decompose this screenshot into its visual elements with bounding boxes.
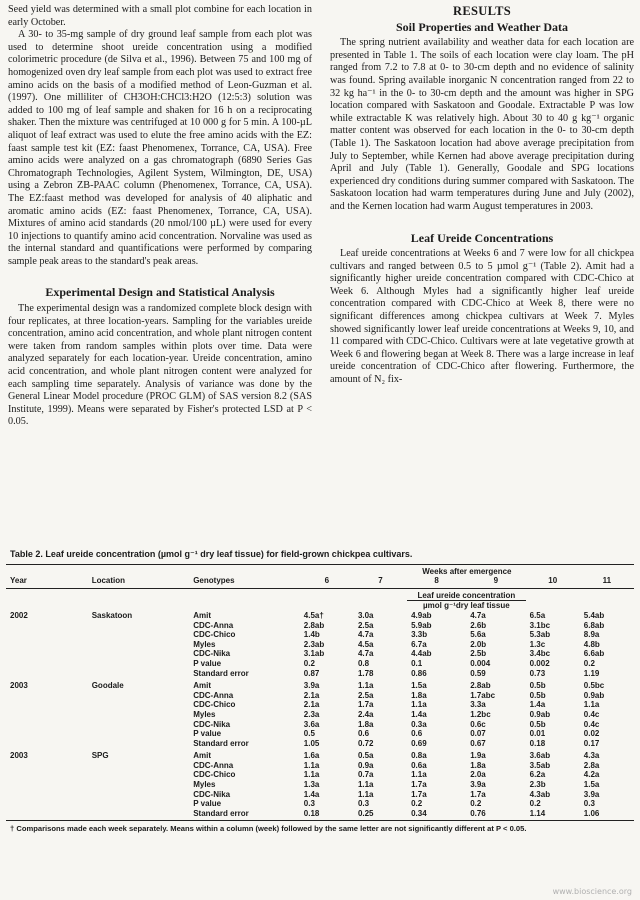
value-cell: 0.34 xyxy=(411,808,427,818)
left-column xyxy=(8,4,312,429)
year-cell xyxy=(6,700,52,710)
genotype-cell: Standard error xyxy=(193,738,249,748)
location-cell xyxy=(52,729,188,739)
table-row xyxy=(6,770,634,780)
value-cell: 1.1a xyxy=(303,760,320,770)
table-row xyxy=(6,780,634,790)
location-header: Location xyxy=(91,576,126,586)
value-cell: 1.8a xyxy=(470,760,486,770)
value-cell: 0.5b xyxy=(529,690,546,700)
location-cell xyxy=(52,621,188,631)
week-header: 6 xyxy=(324,576,330,586)
value-cell: 3.9a xyxy=(470,780,486,790)
value-cell: 0.2 xyxy=(411,799,423,809)
genotype-cell: CDC-Anna xyxy=(193,690,234,700)
value-cell: 3.4bc xyxy=(529,649,551,659)
table-row xyxy=(6,751,634,761)
table-row xyxy=(6,630,634,640)
value-cell: 0.9ab xyxy=(583,690,605,700)
value-cell: 4.7a xyxy=(470,610,486,620)
value-cell: 3.3b xyxy=(411,630,428,640)
week-header: 11 xyxy=(602,576,612,586)
value-cell: 1.1a xyxy=(583,700,600,710)
location-cell xyxy=(52,780,188,790)
value-cell: 0.3a xyxy=(411,719,427,729)
value-cell: 1.7abc xyxy=(470,690,496,700)
year-cell xyxy=(6,739,52,749)
value-cell: 0.6a xyxy=(411,760,427,770)
value-cell: 2.5b xyxy=(470,649,487,659)
year-cell xyxy=(6,710,52,720)
value-cell: 0.25 xyxy=(357,808,374,818)
genotype-cell: Amit xyxy=(193,681,211,691)
value-cell: 0.5b xyxy=(529,681,546,691)
year-cell xyxy=(6,799,52,809)
value-cell: 0.1 xyxy=(411,658,423,668)
value-cell: 0.3 xyxy=(583,799,595,809)
value-cell: 0.9ab xyxy=(529,709,551,719)
section-heading: Soil Properties and Weather Data xyxy=(396,19,568,34)
value-cell: 0.2 xyxy=(303,658,315,668)
year-cell xyxy=(6,809,52,819)
genotype-cell: CDC-Chico xyxy=(193,630,236,640)
value-cell: 6.8ab xyxy=(583,620,605,630)
genotype-cell: CDC-Nika xyxy=(193,719,231,729)
value-cell: 8.9a xyxy=(583,630,600,640)
value-cell: 2.3ab xyxy=(303,639,325,649)
value-cell: 2.3b xyxy=(529,780,546,790)
genotype-cell: Standard error xyxy=(193,808,249,818)
value-cell: 2.5a xyxy=(357,690,374,700)
paragraph: The experimental design was a randomized complete block design with four replicates, at three location-years. Sampling for the variables ureide concentration, amino acid concentration, and whole plant nitrogen content were taken from random samples within plots over time. Data were analyzed separately for each location-year. Ureide concentration, amino acid concentration, and whole plant nitrogen content were analyzed for each sampling time separately. Analysis of variance was done by the General Linear Model procedure (PROC GLM) of SAS version 8.2 (SAS Institute, 1999). Means were separated by Fisher's protected LSD at P < 0.05. xyxy=(8,303,312,428)
location-cell xyxy=(52,710,188,720)
value-cell: 0.18 xyxy=(529,738,546,748)
value-cell: 1.9a xyxy=(470,751,486,761)
value-cell: 0.8a xyxy=(411,751,427,761)
value-cell: 3.6a xyxy=(303,719,320,729)
value-cell: 0.17 xyxy=(583,738,600,748)
genotype-cell: P value xyxy=(193,729,222,739)
value-cell: 2.8a xyxy=(583,760,600,770)
table-row xyxy=(6,710,634,720)
genotype-cell: P value xyxy=(193,799,222,809)
table-footnote: † Comparisons made each week separately. Means within a column (week) followed by the same letter are not significantly different at P < 0.05. xyxy=(10,824,527,834)
year-cell xyxy=(6,621,52,631)
value-cell: 0.8 xyxy=(357,658,370,668)
value-cell: 2.1a xyxy=(303,700,320,710)
value-cell: 5.9ab xyxy=(411,620,432,630)
value-cell: 0.76 xyxy=(470,808,486,818)
value-cell: 2.6b xyxy=(470,620,487,630)
location-cell xyxy=(52,720,188,730)
value-cell: 0.18 xyxy=(303,808,320,818)
value-cell: 0.87 xyxy=(303,668,320,678)
table-row xyxy=(6,669,634,679)
value-cell: 3.5ab xyxy=(529,760,551,770)
year-cell: 2003 xyxy=(10,681,28,691)
week-header: 10 xyxy=(548,576,558,586)
location-cell xyxy=(52,691,188,701)
table-row xyxy=(6,691,634,701)
genotype-cell: CDC-Chico xyxy=(193,700,236,710)
year-cell: 2003 xyxy=(10,751,28,761)
table-row xyxy=(6,799,634,809)
genotype-cell: Myles xyxy=(193,780,216,790)
value-cell: 1.4a xyxy=(529,700,546,710)
value-cell: 0.01 xyxy=(529,729,546,739)
right-column xyxy=(330,4,634,387)
paragraph: Leaf ureide concentrations at Weeks 6 and 7 were low for all chickpea cultivars and ranged between 0.5 to 5 µmol g⁻¹ (Table 2). Amit had a significantly higher ureide concentration compared with CDC-Chico at Week 6. Although Myles had a significantly higher leaf ureide concentration compared with CDC-Chico at Week 8, there were no significant differences among chickpea cultivars at Week 7. Myles showed significantly lower leaf ureide concentrations at Weeks 9, 10, and 11 compared with CDC-Chico. Cultivars were at late vegetative growth at Week 6 and flowering began at Week 8. There was a large increase in leaf ureide concentration of CDC-Chico after flowering. Furthermore, the amount of N₂ fix- xyxy=(330,248,634,386)
value-cell: 1.3c xyxy=(529,639,546,649)
value-cell: 1.7a xyxy=(357,700,374,710)
location-cell: Goodale xyxy=(91,681,124,691)
value-cell: 1.2bc xyxy=(470,709,491,719)
value-cell: 2.0a xyxy=(470,770,486,780)
value-cell: 0.4c xyxy=(583,709,600,719)
value-cell: 0.5a xyxy=(357,751,374,761)
value-cell: 5.4ab xyxy=(583,610,605,620)
value-cell: 3.0a xyxy=(357,610,374,620)
value-cell: 1.5a xyxy=(583,780,600,790)
value-cell: 0.2 xyxy=(529,799,541,809)
value-cell: 0.5 xyxy=(303,729,315,739)
value-cell: 4.3a xyxy=(583,751,600,761)
year-cell xyxy=(6,659,52,669)
year-cell xyxy=(6,761,52,771)
value-cell: 0.73 xyxy=(529,668,546,678)
value-cell: 4.4ab xyxy=(411,649,432,659)
location-cell xyxy=(52,630,188,640)
location-cell xyxy=(52,659,188,669)
year-cell xyxy=(6,770,52,780)
value-cell: 1.4b xyxy=(303,630,320,640)
value-cell: 1.5a xyxy=(411,681,427,691)
value-cell: 1.4a xyxy=(303,789,320,799)
genotype-cell: Amit xyxy=(193,751,211,761)
value-cell: 1.7a xyxy=(411,789,427,799)
location-cell xyxy=(52,770,188,780)
value-cell: 1.19 xyxy=(583,668,600,678)
value-cell: 1.1a xyxy=(357,789,374,799)
value-cell: 6.7a xyxy=(411,639,427,649)
value-cell: 0.6 xyxy=(357,729,370,739)
year-cell xyxy=(6,630,52,640)
value-cell: 1.14 xyxy=(529,808,546,818)
value-cell: 0.6c xyxy=(470,719,486,729)
table-row xyxy=(6,739,634,749)
genotype-cell: CDC-Chico xyxy=(193,770,236,780)
value-cell: 1.1a xyxy=(411,770,427,780)
table-row xyxy=(6,720,634,730)
genotype-cell: Amit xyxy=(193,610,211,620)
genotype-cell: P value xyxy=(193,658,222,668)
value-cell: 4.2a xyxy=(583,770,600,780)
value-cell: 3.1bc xyxy=(529,620,551,630)
genotype-cell: Standard error xyxy=(193,668,249,678)
year-header: Year xyxy=(10,576,27,586)
value-cell: 0.86 xyxy=(411,668,427,678)
year-cell xyxy=(6,780,52,790)
genotype-cell: CDC-Nika xyxy=(193,649,231,659)
value-cell: 0.5b xyxy=(529,719,546,729)
value-cell: 1.7a xyxy=(411,780,427,790)
paragraph: Seed yield was determined with a small plot combine for each location in early October. xyxy=(8,4,312,28)
table-row xyxy=(6,809,634,819)
value-cell: 3.9a xyxy=(583,789,600,799)
value-cell: 4.9ab xyxy=(411,610,432,620)
value-cell: 1.06 xyxy=(583,808,600,818)
value-cell: 1.6a xyxy=(303,751,320,761)
table-caption: Table 2. Leaf ureide concentration (µmol g⁻¹ dry leaf tissue) for field-grown chickpea cultivars. xyxy=(10,549,413,559)
year-cell xyxy=(6,649,52,659)
value-cell: 0.2 xyxy=(470,799,482,809)
value-cell: 0.67 xyxy=(470,738,486,748)
value-cell: 0.69 xyxy=(411,738,427,748)
value-cell: 6.2a xyxy=(529,770,546,780)
value-cell: 2.0b xyxy=(470,639,487,649)
year-cell xyxy=(6,691,52,701)
value-cell: 5.6a xyxy=(470,630,486,640)
watermark: www.bioscience.org xyxy=(552,887,632,896)
value-cell: 0.3 xyxy=(303,799,315,809)
year-cell xyxy=(6,790,52,800)
value-cell: 3.3a xyxy=(470,700,486,710)
table-row xyxy=(6,640,634,650)
table-row xyxy=(6,649,634,659)
value-cell: 1.8a xyxy=(411,690,427,700)
value-cell: 3.1ab xyxy=(303,649,325,659)
value-cell: 6.5a xyxy=(529,610,546,620)
value-cell: 5.3ab xyxy=(529,630,551,640)
location-cell xyxy=(52,761,188,771)
week-header: 8 xyxy=(434,576,439,586)
value-cell: 3.9a xyxy=(303,681,320,691)
value-cell: 0.2 xyxy=(583,658,595,668)
paragraph: The spring nutrient availability and weather data for each location are presented in Table 1. The soils of each location were clay loam. The pH ranged from 7.2 to 7.8 at 0- to 30-cm depth and no evidence of salinity was found. Spring available inorganic N concentration ranged from 22 to 32 kg ha⁻¹ in the 0- to 30-cm depth and the amount was higher in SPG location compared with Saskatoon and Goodale. Extractable P was low while extractable K was relatively high. About 30 to 40 g kg⁻¹ organic matter content was observed for each location in the 0- to 30-cm depth (Table 1). The Saskatoon location had above average precipitation from July to September, while Kernen had above average precipitation during April and July (Table 1). Generally, Goodale and SPG locations experienced dry conditions during summer compared with Saskatoon. The Saskatoon location had warm temperatures during June and July (2002), and the Kernen location had warm August temperatures in 2003. xyxy=(330,37,634,212)
value-cell: 0.6 xyxy=(411,729,423,739)
section-heading: Experimental Design and Statistical Analysis xyxy=(45,285,275,300)
value-cell: 1.05 xyxy=(303,738,320,748)
value-cell: 0.4c xyxy=(583,719,600,729)
genotype-cell: CDC-Anna xyxy=(193,620,234,630)
value-cell: 2.3a xyxy=(303,709,320,719)
value-cell: 1.1a xyxy=(357,780,374,790)
location-cell: SPG xyxy=(91,751,109,761)
week-header: 9 xyxy=(493,576,499,586)
weeks-header: Weeks after emergence xyxy=(422,566,512,576)
genotype-cell: CDC-Nika xyxy=(193,789,231,799)
value-cell: 1.7a xyxy=(470,789,486,799)
table-row xyxy=(6,790,634,800)
year-cell xyxy=(6,729,52,739)
value-cell: 2.4a xyxy=(357,709,374,719)
value-cell: 0.002 xyxy=(529,658,550,668)
section-heading: Leaf Ureide Concentrations xyxy=(410,230,554,245)
table-row xyxy=(6,681,634,691)
location-cell xyxy=(52,790,188,800)
value-cell: 0.3 xyxy=(357,799,370,809)
value-cell: 1.3a xyxy=(303,780,320,790)
data-table xyxy=(6,550,634,834)
value-cell: 4.7a xyxy=(357,630,374,640)
location-cell xyxy=(52,739,188,749)
value-cell: 0.07 xyxy=(470,729,486,739)
genotypes-header: Genotypes xyxy=(193,576,235,586)
week-header: 7 xyxy=(378,576,383,586)
value-cell: 2.8ab xyxy=(470,681,491,691)
value-cell: 1.1a xyxy=(303,770,320,780)
location-cell xyxy=(52,669,188,679)
value-cell: 0.9a xyxy=(357,760,374,770)
year-cell xyxy=(6,640,52,650)
value-cell: 2.1a xyxy=(303,690,320,700)
table-row xyxy=(6,611,634,621)
location-cell xyxy=(52,809,188,819)
table-row xyxy=(6,729,634,739)
value-cell: 4.3ab xyxy=(529,789,551,799)
table-row xyxy=(6,659,634,669)
value-cell: 6.6ab xyxy=(583,649,605,659)
value-cell: 0.59 xyxy=(470,668,486,678)
genotype-cell: CDC-Anna xyxy=(193,760,234,770)
value-cell: 0.02 xyxy=(583,729,600,739)
table-row xyxy=(6,700,634,710)
paragraph: A 30- to 35-mg sample of dry ground leaf sample from each plot was used to determine shoot ureide concentration using a modified colorimetric procedure (de Silva et al., 1996). Between 75 and 100 mg of homogenized oven dry leaf sample from each plot was used to extract free amino acids on the basis of a modified method of Leon-Guzman et al. (1997). One milliliter of CH3OH:CHCl3:H2O (12:5:3) solution was added to 100 mg of leaf sample and shaken for 16 h on a reciprocating shaker. Then the mixture was centrifuged at 10 000 g for 5 min. A 100-µL aliquot of leaf extract was used to elute the free amino acids with the EZ: faast sample test kit (EZ: faast Phenomenex, Torrance, CA, USA). Free amino acids were analyzed on a gas chromatograph (6890 Series Gas Chromatograph Technologies, Agilent System, Wilmington, DE, USA) using a Zebron ZB-PAAC column (Phenomenex, Torrance, CA, USA). The EZ:faast method was developed for analysis of 40 aliphatic and aromatic amino acids (EZ: faast Phenomenex, Torrance, CA, USA). Mixtures of amino acid standards (20 nmol/100 µL) were used for every 10 injections to quantify amino acid concentration. Norvaline was used as the internal standard and quantifications were performed by comparing sample peak areas to the standard's peak areas. xyxy=(8,29,312,267)
value-cell: 1.1a xyxy=(411,700,427,710)
value-cell: 1.1a xyxy=(357,681,374,691)
table-row xyxy=(6,621,634,631)
subheader-concentration: Leaf ureide concentration xyxy=(407,591,526,601)
value-cell: 0.7a xyxy=(357,770,374,780)
location-cell xyxy=(52,799,188,809)
year-cell xyxy=(6,720,52,730)
value-cell: 1.4a xyxy=(411,709,427,719)
value-cell: 4.5a xyxy=(357,639,374,649)
value-cell: 1.78 xyxy=(357,668,374,678)
value-cell: 4.7a xyxy=(357,649,374,659)
location-cell xyxy=(52,700,188,710)
value-cell: 4.8b xyxy=(583,639,600,649)
value-cell: 3.6ab xyxy=(529,751,551,761)
location-cell xyxy=(52,649,188,659)
year-cell: 2002 xyxy=(10,610,28,620)
value-cell: 4.5a† xyxy=(303,610,324,620)
genotype-cell: Myles xyxy=(193,709,216,719)
value-cell: 2.5a xyxy=(357,620,374,630)
genotype-cell: Myles xyxy=(193,639,216,649)
subheader-units: µmol g⁻¹dry leaf tissue xyxy=(423,601,510,611)
value-cell: 1.8a xyxy=(357,719,374,729)
year-cell xyxy=(6,669,52,679)
location-cell: Saskatoon xyxy=(91,610,133,620)
value-cell: 2.8ab xyxy=(303,620,325,630)
table-row xyxy=(6,761,634,771)
value-cell: 0.72 xyxy=(357,738,374,748)
value-cell: 0.004 xyxy=(470,658,491,668)
section-title: RESULTS xyxy=(453,4,511,18)
location-cell xyxy=(52,640,188,650)
value-cell: 0.5bc xyxy=(583,681,605,691)
